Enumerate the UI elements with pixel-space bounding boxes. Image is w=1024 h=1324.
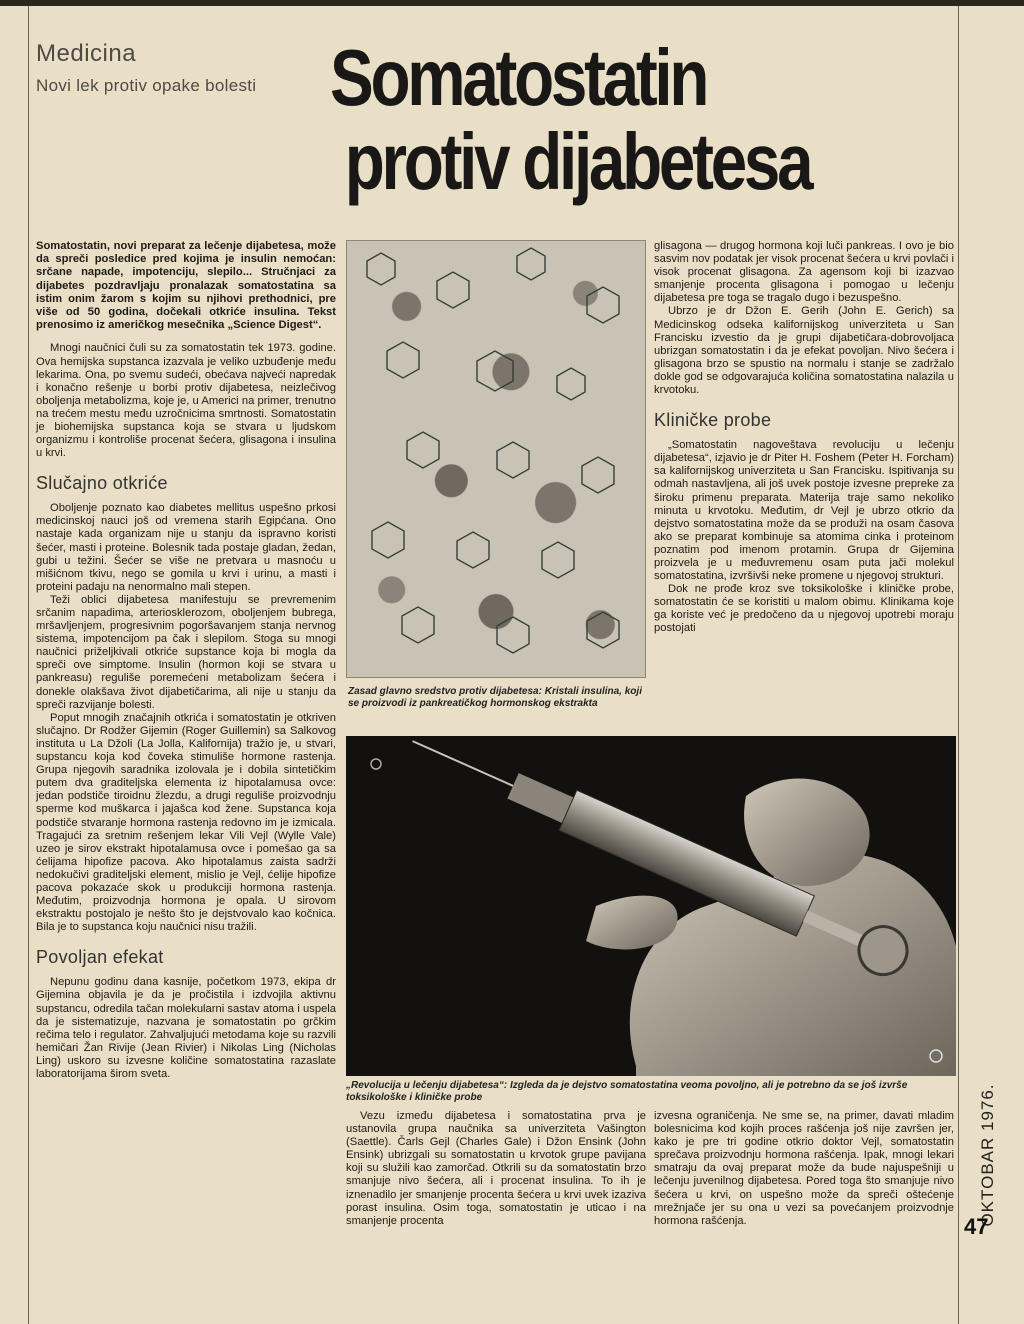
issue-date-vertical [968, 1083, 1008, 1227]
photo-caption-crystals: Zasad glavno sredstvo protiv dijabetesa: Kristali insulina, koji se proizvodi iz pankreatičkog hormonskog ekstrakta [348, 686, 642, 709]
column-2-bottom [346, 1110, 646, 1228]
lead-paragraph: Somatostatin, novi preparat za lečenje dijabetesa, može da spreči posledice pred kojima je insulin nemoćan: srčane napade, impotenciju, slepilo... Stručnjaci za dijabetes pozdravljaju pronalazak somatostatina sa istim onim žarom s kojim su njihovi prethodnici, pre više od 50 godina, dočekali otkriće insulina. Tekst prenosimo iz američkog mesečnika „Science Digest“. [36, 240, 336, 332]
column-3-bottom [654, 1110, 954, 1228]
paragraph: izvesna ograničenja. Ne sme se, na primer, davati mladim bolesnicima kod kojih proces rašćenja još nije završen jer, kako je pre tri godine otkrio doktor Vejl, somatostatin sprečava proizvodnju hormona rašćenja. Ipak, mnogi lekari smatraju da ovaj preparat može da bude najuspešniji u lečenju juvenilnog dijabetesa. Pored toga što smanjuje nivo šećera u krvi, on uspešno može da spreči oštećenje mrežnjače jer su ona u vezi sa povećanjem proizvodnje hormona rašćenja. [654, 1110, 954, 1227]
paragraph: Vezu između dijabetesa i somatostatina prva je ustanovila grupa naučnika sa univerziteta Vašington (Saettle). Čarls Gejl (Charles Gale) i Džon Ensink (John Ensink) ubrizgali su somatostatin u krvotok grupe pavijana koji su služili kao zamorčad. Otkrili su da somatostatin brzo smanjuje nivo šećera, ali i procenat insulina. To ih je iznenadilo jer smanjenje procenta šećera u krvi uvek izaziva porast insulina. Osim toga, somatostatin je uticao i na smanjenje procenta [346, 1110, 646, 1227]
insulin-crystals-photo [346, 240, 646, 678]
paragraph: Mnogi naučnici čuli su za somatostatin tek 1973. godine. Ova hemijska supstanca izazvala je veliko uzbuđenje među lekarima. Ona, po svemu sudeći, obećava najveći napredak i konačno rešenje u borbi protiv dijabetesa, neizlečivog oboljenja metabolizma, koje je, u Americi na primer, trenutno na trećem mestu među uzročnicima smrtnosti. Somatostatin je biohemijska supstanca koja se stvara u ljudskom organizmu i kontroliše procenat šećera, glisagona i insulina u krvi. [36, 342, 336, 460]
column-1 [36, 240, 336, 1081]
issue-date: OKTOBAR 1976. [978, 1083, 997, 1227]
top-rule [0, 0, 1024, 6]
syringe-photo [346, 736, 956, 1076]
photo-caption-syringe: „Revolucija u lečenju dijabetesa“: Izgleda da je dejstvo somatostatina veoma povoljno, ali je potrebno da se još izvrše toksikološke i kliničke probe [346, 1080, 908, 1103]
syringe-illustration [346, 736, 956, 1076]
paragraph: Dok ne prođe kroz sve toksikološke i kliničke probe, somatostatin će se koristiti u malom obimu. Klinikama koje ga koriste već je predočeno da u njegovoj upotrebi moraju postojati [654, 583, 954, 635]
right-rule [958, 6, 959, 1324]
section-label: Medicina [36, 40, 137, 67]
subsection-label: Novi lek protiv opake bolesti [36, 76, 257, 95]
crystals-illustration [347, 241, 645, 677]
headline-line-1: Somatostatin [330, 33, 707, 122]
subhead-slucajno-otkrice: Slučajno otkriće [36, 473, 168, 494]
headline-line-2: protiv dijabetesa [344, 117, 811, 206]
subhead-povoljan-efekat: Povoljan efekat [36, 947, 164, 968]
subhead-klinicke-probe: Kliničke probe [654, 410, 772, 431]
left-rule [28, 6, 29, 1324]
page-number: 47 [964, 1214, 989, 1239]
paragraph: Teži oblici dijabetesa manifestuju se prevremenim srčanim napadima, arteriosklerozom, oboljenjem bubrega, mršavljenjem, progresivnim pogoršavanjem stanja nervnog sistema, impotencijom pa čak i slepilom. Stoga su mnogi naučnici priželjkivali otkriće supstance koja bi mogla da spreči ove simptome. Insulin (hormon koji se stvara u pankreasu) reguliše poremećeni metabolizam šećera i donekle olakšava život dijabetičarima, ali nije u stanju da spreči razvijanje bolesti. [36, 593, 336, 711]
paragraph: Poput mnogih značajnih otkrića i somatostatin je otkriven slučajno. Dr Rodžer Gijemin (Roger Guillemin) sa Salkovog instituta u La Džoli (La Jolla, Kalifornija) tražio je, u stvari, supstancu koja kod čoveka stimuliše hormone rastenja. Grupa njegovih saradnika izolovala je i dobila sintetičkim putem dva graditeljska elementa iz hipotalamusa ovce: jedan podstiče tiroidnu žlezdu, a drugi reguliše proizvodnju sperme kod muškarca i jajašca kod žene. Supstanca koja podstiče stvaranje hormona rastenja redovno im je izmicala. Tragajući za sretnim rešenjem lekar Vili Vejl (Wylle Vale) uzeo je sirov ekstrakt hipotalamusa ovce i pomešao ga sa ćelijama hipofize pacova. Ako hipotalamus zaista sadrži nedokučivi graditeljski element, mislio je Vejl, ćelije hipofize pacova pokazaće skok u produkciji hormona rastenja. Međutim, proizvodnja hormona je opala. U sirovom ekstraktu postojalo je nešto što je dejstvovalo kao kočnica. Bila je to supstanca koju naučnici nisu tražili. [36, 711, 336, 934]
paragraph: Oboljenje poznato kao diabetes mellitus uspešno prkosi medicinskoj nauci još od vremena starih Egipćana. Ono nastaje kada organizam nije u stanju da ispravno koristi šećer, masti i proteine. Bolesnik tada postaje gladan, žedan, gubi u težini. Šećer se više ne pretvara u masnoću u mišićnom tkivu, nego se gomila u krvi i urinu, a masti i proteini padaju na nenormalno mali stepen. [36, 502, 336, 593]
headline [330, 33, 811, 206]
column-3 [654, 240, 954, 636]
paragraph: Nepunu godinu dana kasnije, početkom 1973, ekipa dr Gijemina objavila je da je pročistila i izdvojila aktivnu supstancu, odredila tačan molekularni sastav atoma i uspela da je sistematizuje, nazvana je somatostatin po grčkim rečima telo i regulator. Zahvaljujući metodama koje su razvili hemičari Žan Rivije (Jean Rivier) i Nikolas Ling (Nicholas Ling) uskoro su izvesne količine somatostatina razaslate laboratorijama širom sveta. [36, 976, 336, 1081]
paragraph: Ubrzo je dr Džon E. Gerih (John E. Gerich) sa Medicinskog odseka kalifornijskog univerziteta u San Francisku izvestio da je grupi dijabetičara-dobrovoljaca ubrizgan somatostatin i da je efekat povoljan. Nivo šećera i glisagona brzo se spustio na normalu i stanje se zadržalo dokle god se odgovarajuća količina somatostatina nalazila u krvotoku. [654, 305, 954, 397]
paragraph: „Somatostatin nagoveštava revoluciju u lečenju dijabetesa“, izjavio je dr Piter H. Foshem (Peter H. Forcham) sa kalifornijskog univerziteta u San Francisku. Ispitivanja su odmah nastavljena, ali još uvek postoje izvesne prepreke za široku primenu preparata. Materija traje samo nekoliko minuta u krvotoku. Međutim, dr Vejl je ubrzo otkrio da dejstvo somatostatina može da se produži na osam časova ako se preparat kombinuje sa atomima cinka i proteinom poznatim pod imenom protamin. Grupa dr Gijemina proizvela je u međuvremenu osam puta jači molekul somatostatina, izvršivši neke promene u njegovoj strukturi. [654, 439, 954, 583]
paragraph: glisagona — drugog hormona koji luči pankreas. I ovo je bio sasvim nov podatak jer visok procenat šećera u krvi povlači i visok procenat glisagona. Za agensom koji bi izazvao smanjenje procenta glisagona i pomogao u lečenju dijabetesa pre toga se tragalo dugo i bezuspešno. [654, 240, 954, 305]
